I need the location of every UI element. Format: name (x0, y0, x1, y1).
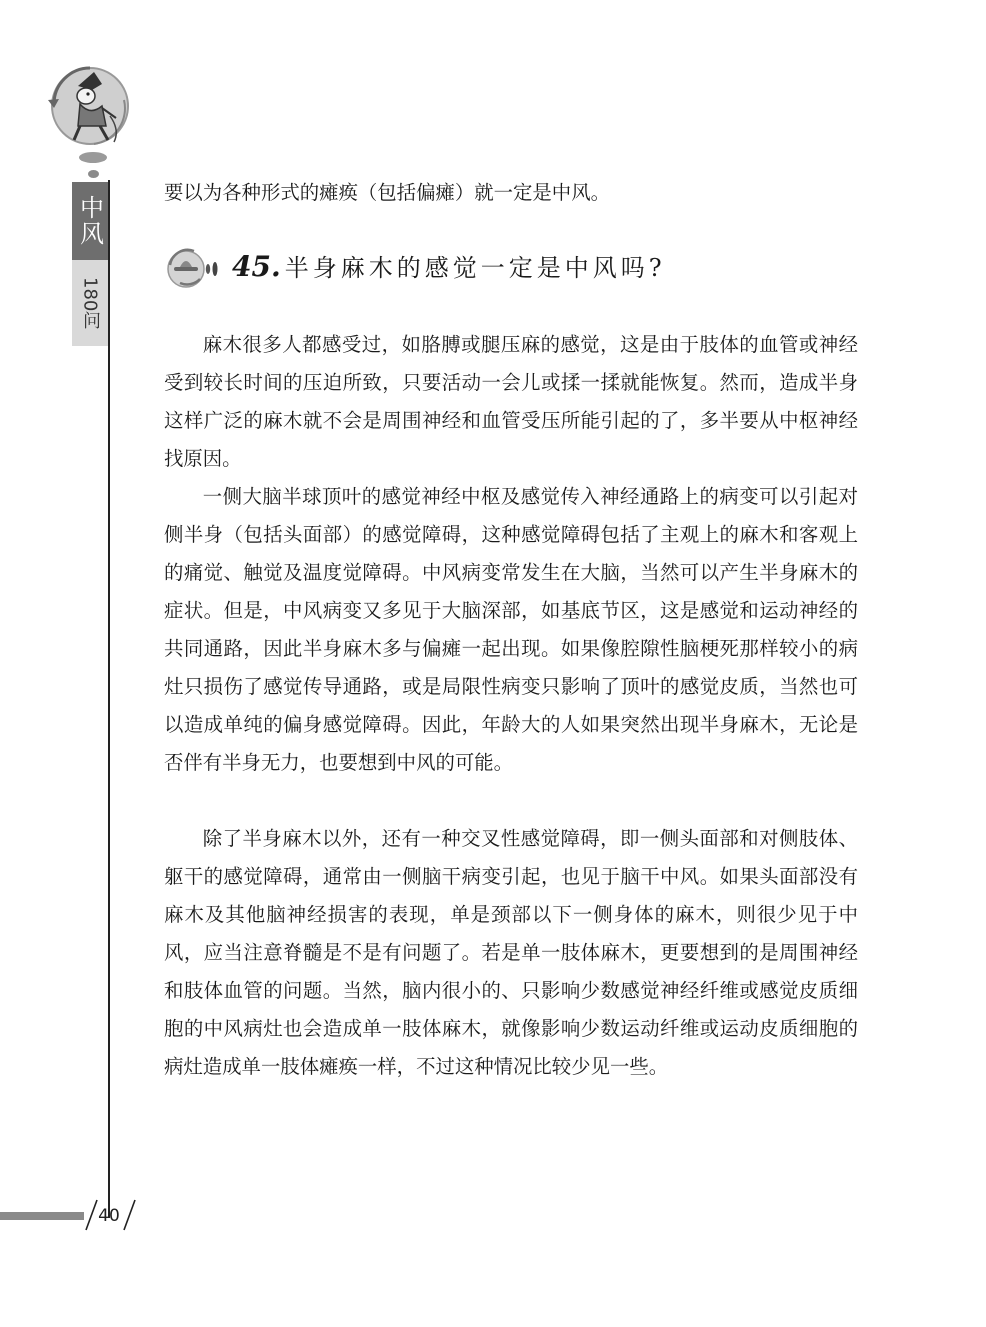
footer-bar (0, 1212, 84, 1220)
margin-rule (108, 180, 110, 1218)
subtitle-suffix: 问 (80, 311, 101, 330)
body-paragraph-3: 除了半身麻木以外，还有一种交叉性感觉障碍，即一侧头面部和对侧肢体、躯干的感觉障碍，通常由一侧脑干病变引起，也见于脑干中风。如果头面部没有麻木及其他脑神经损害的表现，单是颈部以下一侧身体的麻木，则很少见于中风，应当注意脊髓是不是有问题了。若是单一肢体麻木，更要想到的是周围神经和肢体血管的问题。当然，脑内很小的、只影响少数感觉神经纤维或感觉皮质细胞的中风病灶也会造成单一肢体麻木，就像影响少数运动纤维或运动皮质细胞的病灶造成单一肢体瘫痪一样，不过这种情况比较少见一些。 (164, 827, 858, 1078)
slash-right-icon (122, 1198, 136, 1232)
mascot-illustration-icon (44, 60, 136, 152)
question-number: 45. (232, 250, 281, 283)
continued-text: 要以为各种形式的瘫痪（包括偏瘫）就一定是中风。 (164, 181, 610, 204)
question-title: 半身麻木的感觉一定是中风吗? (284, 254, 666, 282)
subtitle-number: 180 (79, 276, 101, 312)
decorative-dot-small (88, 170, 99, 178)
question-heading (232, 248, 666, 292)
decorative-dot-large (79, 152, 107, 163)
book-subtitle-tab (72, 260, 108, 346)
chapter-tab (72, 182, 108, 260)
body-paragraph-2: 一侧大脑半球顶叶的感觉神经中枢及感觉传入神经通路上的病变可以引起对侧半身（包括头面部）的感觉障碍，这种感觉障碍包括了主观上的麻木和客观上的痛觉、触觉及温度觉障碍。中风病变常发生在大脑，当然可以产生半身麻木的症状。但是，中风病变又多见于大脑深部，如基底节区，这是感觉和运动神经的共同通路，因此半身麻木多与偏瘫一起出现。如果像腔隙性脑梗死那样较小的病灶只损伤了感觉传导通路，或是局限性病变只影响了顶叶的感觉皮质，当然也可以造成单纯的偏身感觉障碍。因此，年龄大的人如果突然出现半身麻木，无论是否伴有半身无力，也要想到中风的可能。 (164, 485, 858, 774)
page-number: 40 (98, 1206, 120, 1226)
body-paragraph-1: 麻木很多人都感受过，如胳膊或腿压麻的感觉，这是由于肢体的血管或神经受到较长时间的压迫所致，只要活动一会儿或揉一揉就能恢复。然而，造成半身这样广泛的麻木就不会是周围神经和血管受压所能引起的了，多半要从中枢神经找原因。 (164, 333, 858, 470)
question-icon (164, 243, 224, 295)
chapter-label: 中风 (75, 195, 104, 247)
